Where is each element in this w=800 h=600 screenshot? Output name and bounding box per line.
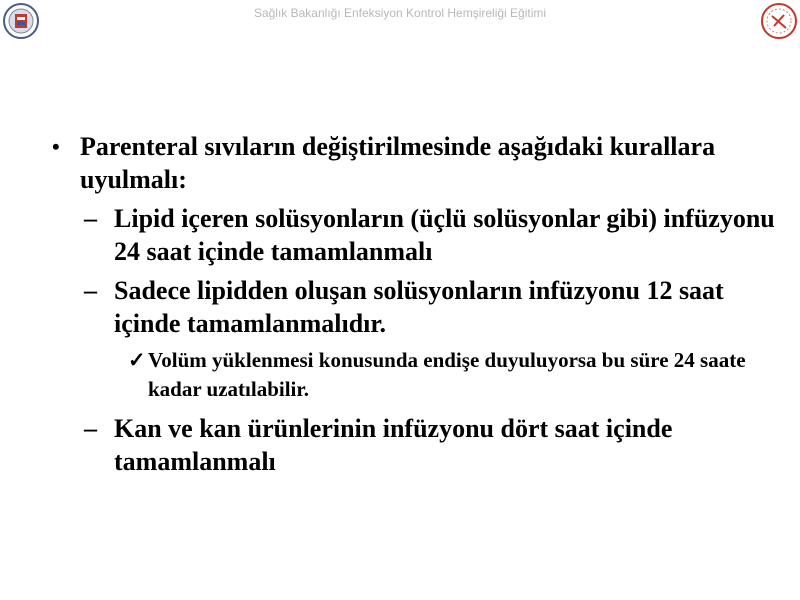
sub-bullet-text: Lipid içeren solüsyonların (üçlü solüsyonlar gibi) infüzyonu 24 saat içinde tamamlanmalı <box>114 204 775 266</box>
check-item-text: Volüm yüklenmesi konusunda endişe duyuluyorsa bu süre 24 saate kadar uzatılabilir. <box>148 348 746 401</box>
dash-marker: – <box>84 414 97 443</box>
dash-marker: – <box>84 276 97 305</box>
slide-body <box>48 130 778 484</box>
dash-marker: – <box>84 204 97 233</box>
sub-bullet-lipid <box>48 202 778 268</box>
ministry-emblem-icon <box>760 2 798 40</box>
bullet-text: Parenteral sıvıların değiştirilmesinde aşağıdaki kurallara uyulmalı: <box>80 132 716 194</box>
sub-bullet-blood <box>48 412 778 478</box>
sub-bullet-lipid-only <box>48 274 778 340</box>
bullet-marker: • <box>52 134 60 159</box>
sub-bullet-text: Sadece lipidden oluşan solüsyonların infüzyonu 12 saat içinde tamamlanmalıdır. <box>114 276 724 338</box>
check-item-volume <box>48 346 778 404</box>
header-title: Sağlık Bakanlığı Enfeksiyon Kontrol Hemşireliği Eğitimi <box>253 6 547 20</box>
bullet-main <box>48 130 778 196</box>
sub-bullet-text: Kan ve kan ürünlerinin infüzyonu dört saat içinde tamamlanmalı <box>114 414 673 476</box>
slide-header <box>0 0 800 40</box>
checkmark-icon: ✓ <box>128 348 146 372</box>
